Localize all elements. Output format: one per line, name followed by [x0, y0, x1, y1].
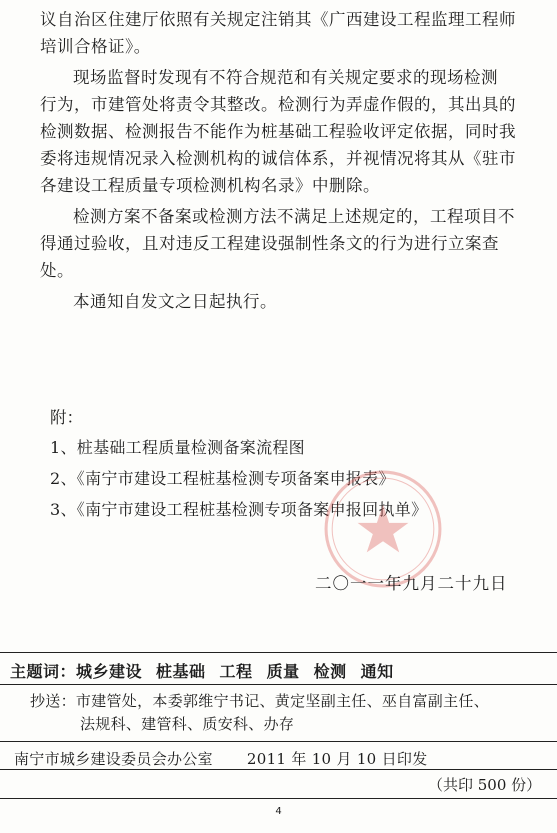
text-line: 培训合格证》。: [40, 37, 151, 56]
divider-rule: [0, 798, 557, 799]
text-line: 得通过验收，且对违反工程建设强制性条文的行为进行立案查: [40, 234, 499, 253]
divider-rule: [0, 684, 557, 685]
cc-list: [30, 690, 489, 736]
copies-count: （共印 500 份）: [428, 776, 542, 794]
cc-line: 法规科、建管科、质安科、办存: [80, 715, 295, 733]
text-line: 处。: [40, 261, 74, 280]
text-line: 议自治区住建厅依照有关规定注销其《广西建设工程监理工程师: [40, 10, 516, 29]
subject-keywords: [10, 659, 394, 682]
text-line: 检测数据、检测报告不能作为桩基础工程验收评定依据，同时我: [40, 122, 516, 141]
issuer-line: [14, 748, 428, 769]
divider-rule: [0, 741, 557, 742]
paragraph-2: [40, 64, 545, 199]
keyword: 通知: [360, 662, 394, 681]
text-line: 现场监督时发现有不符合规范和有关规定要求的现场检测: [73, 68, 498, 87]
text-line: 行为，市建管处将责令其整改。检测行为弄虚作假的，其出具的: [40, 95, 516, 114]
attachments-title: 附：: [50, 408, 83, 427]
keyword: 检测: [313, 662, 347, 681]
keyword: 城乡建设: [76, 662, 143, 681]
cc-line: 抄送：市建管处，本委郭维宁书记、黄定坚副主任、巫自富副主任、: [30, 692, 490, 710]
divider-rule: [0, 769, 557, 770]
divider-rule: [0, 652, 557, 653]
keyword: 工程: [219, 662, 253, 681]
paragraph-3: [40, 203, 545, 284]
notice-body: [40, 6, 545, 319]
text-line: 检测方案不备案或检测方法不满足上述规定的，工程项目不: [73, 207, 515, 226]
print-date: 2011 年 10 月 10 日印发: [246, 750, 428, 768]
page-number: 4: [275, 806, 282, 817]
paragraph-4: [40, 288, 545, 315]
keyword: 桩基础: [156, 662, 206, 681]
text-line: 委将违规情况录入检测机构的诚信体系，并视情况将其从《驻市: [40, 149, 516, 168]
attachment-item: 2、《南宁市建设工程桩基检测专项备案申报表》: [50, 469, 395, 488]
signature-date: 二〇一一年九月二十九日: [315, 574, 508, 593]
text-line: 本通知自发文之日起执行。: [73, 292, 277, 311]
issuer-org: 南宁市城乡建设委员会办公室: [14, 750, 213, 768]
keywords-label: 主题词：: [10, 662, 77, 681]
paragraph-1: [40, 6, 545, 60]
keyword: 质量: [266, 662, 300, 681]
text-line: 各建设工程质量专项检测机构名录》中删除。: [40, 176, 380, 195]
attachment-item: 1、桩基础工程质量检测备案流程图: [50, 438, 305, 457]
attachment-item: 3、《南宁市建设工程桩基检测专项备案申报回执单》: [50, 500, 428, 519]
